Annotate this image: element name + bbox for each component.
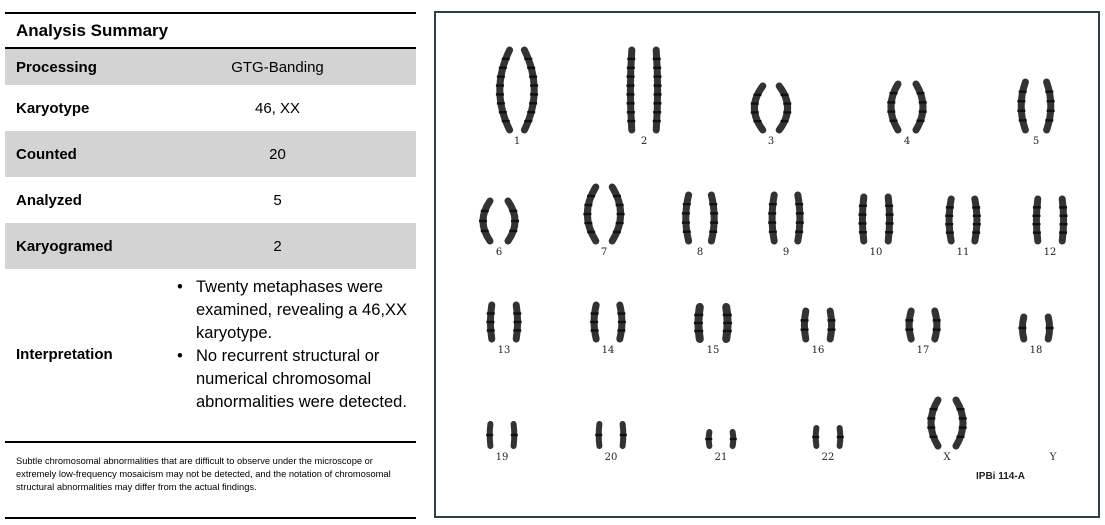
band-4 bbox=[890, 120, 898, 122]
chromosome-label-6: 6 bbox=[495, 247, 503, 258]
analyzed-label: Analyzed bbox=[16, 191, 82, 209]
band-1 bbox=[502, 58, 510, 60]
band-16 bbox=[827, 328, 835, 330]
row-analyzed bbox=[5, 177, 416, 223]
band-6 bbox=[481, 210, 489, 212]
chromosome-11-b bbox=[975, 199, 977, 241]
band-7 bbox=[584, 204, 592, 206]
band-4 bbox=[916, 92, 924, 94]
row-counted bbox=[5, 131, 416, 177]
band-9 bbox=[768, 221, 776, 223]
chromosome-label-20: 20 bbox=[604, 452, 618, 463]
band-X bbox=[927, 426, 935, 428]
chromosome-17-b bbox=[935, 311, 937, 339]
chromosome-X-b bbox=[956, 400, 963, 446]
band-X bbox=[959, 417, 967, 419]
band-1 bbox=[497, 102, 505, 104]
band-21 bbox=[730, 438, 737, 440]
band-3 bbox=[751, 111, 759, 113]
interpretation-point: • No recurrent structural or numerical chromosomal abnormalities were detected. bbox=[196, 345, 416, 414]
band-5 bbox=[1047, 100, 1055, 102]
band-6 bbox=[511, 220, 519, 222]
chromosome-X-a bbox=[931, 400, 938, 446]
band-3 bbox=[783, 111, 791, 113]
band-7 bbox=[613, 231, 621, 233]
band-1 bbox=[524, 120, 532, 122]
chromosome-8-b bbox=[711, 195, 714, 241]
band-18 bbox=[1046, 327, 1054, 329]
band-10 bbox=[859, 205, 867, 207]
band-5 bbox=[1047, 110, 1055, 112]
band-12 bbox=[1060, 223, 1068, 225]
band-9 bbox=[796, 212, 804, 214]
chromosome-9-a bbox=[772, 195, 774, 241]
band-8 bbox=[683, 203, 691, 205]
band-17 bbox=[905, 328, 913, 330]
band-1 bbox=[529, 102, 537, 104]
band-11 bbox=[946, 206, 954, 208]
chromosome-5-a bbox=[1021, 82, 1025, 130]
band-2 bbox=[627, 75, 635, 77]
band-22 bbox=[812, 436, 819, 438]
band-11 bbox=[973, 215, 981, 217]
band-12 bbox=[1032, 215, 1040, 217]
band-7 bbox=[583, 213, 591, 215]
karyogramed-value: 2 bbox=[273, 237, 282, 255]
band-4 bbox=[887, 101, 895, 103]
band-X bbox=[930, 408, 938, 410]
band-10 bbox=[886, 222, 894, 224]
band-4 bbox=[916, 120, 924, 122]
interpretation-label: Interpretation bbox=[16, 346, 113, 363]
chromosome-4-b bbox=[916, 84, 923, 130]
band-6 bbox=[509, 230, 517, 232]
bottom-rule bbox=[5, 517, 416, 519]
chromosome-label-15: 15 bbox=[706, 345, 720, 356]
band-9 bbox=[795, 203, 803, 205]
chromosome-label-11: 11 bbox=[956, 247, 970, 258]
band-15 bbox=[694, 322, 703, 324]
band-2 bbox=[627, 67, 635, 69]
band-10 bbox=[858, 213, 866, 215]
band-5 bbox=[1019, 90, 1027, 92]
chromosome-2-a bbox=[630, 50, 631, 130]
band-13 bbox=[487, 312, 495, 314]
chromosome-label-14: 14 bbox=[601, 345, 615, 356]
karyotype-label: Karyotype bbox=[16, 99, 90, 117]
chromosome-12-a bbox=[1036, 199, 1037, 241]
chromosome-label-13: 13 bbox=[497, 345, 511, 356]
band-2 bbox=[653, 111, 661, 113]
band-10 bbox=[885, 231, 893, 233]
band-4 bbox=[887, 110, 895, 112]
band-10 bbox=[859, 231, 867, 233]
band-12 bbox=[1059, 206, 1067, 208]
band-1 bbox=[530, 84, 538, 86]
counted-value: 20 bbox=[269, 145, 286, 163]
band-5 bbox=[1019, 119, 1027, 121]
band-13 bbox=[513, 329, 521, 331]
band-9 bbox=[769, 203, 777, 205]
band-10 bbox=[858, 222, 866, 224]
band-7 bbox=[617, 213, 625, 215]
band-2 bbox=[653, 67, 661, 69]
band-X bbox=[956, 436, 964, 438]
chromosome-label-10: 10 bbox=[869, 247, 883, 258]
karyogramed-label: Karyogramed bbox=[16, 237, 113, 255]
summary-title: Analysis Summary bbox=[16, 21, 169, 40]
chromosome-label-4: 4 bbox=[903, 136, 911, 147]
band-2 bbox=[627, 111, 635, 113]
band-14 bbox=[591, 312, 599, 314]
chromosome-label-18: 18 bbox=[1029, 345, 1043, 356]
karyotype-value: 46, XX bbox=[254, 99, 301, 117]
chromosome-16-b bbox=[830, 311, 831, 339]
band-19 bbox=[511, 434, 518, 436]
band-11 bbox=[972, 231, 980, 233]
chromosome-label-7: 7 bbox=[600, 247, 608, 258]
band-8 bbox=[710, 212, 718, 214]
band-20 bbox=[620, 434, 627, 436]
band-6 bbox=[479, 220, 487, 222]
band-13 bbox=[487, 329, 495, 331]
band-5 bbox=[1017, 100, 1025, 102]
band-17 bbox=[905, 319, 913, 321]
band-7 bbox=[613, 195, 621, 197]
analysis-summary-panel bbox=[5, 0, 416, 525]
band-18 bbox=[1018, 327, 1026, 329]
band-21 bbox=[705, 438, 712, 440]
band-12 bbox=[1033, 231, 1041, 233]
band-1 bbox=[496, 84, 504, 86]
band-15 bbox=[694, 330, 703, 332]
band-17 bbox=[933, 328, 941, 330]
karyogram-panel bbox=[434, 11, 1100, 518]
row-karyogramed bbox=[5, 223, 416, 269]
chromosome-1-b bbox=[524, 50, 534, 130]
band-2 bbox=[627, 58, 635, 60]
band-3 bbox=[781, 94, 789, 96]
interpretation-point: • Twenty metaphases were examined, revealing a 46,XX karyotype. bbox=[196, 276, 416, 345]
chromosome-9-b bbox=[798, 195, 800, 241]
band-4 bbox=[919, 110, 927, 112]
band-2 bbox=[626, 84, 634, 86]
chromosome-label-9: 9 bbox=[782, 247, 790, 258]
band-16 bbox=[827, 319, 835, 321]
band-10 bbox=[885, 205, 893, 207]
sample-id: IPBi 114-A bbox=[976, 471, 1025, 482]
band-22 bbox=[837, 436, 844, 438]
band-2 bbox=[626, 93, 634, 95]
band-12 bbox=[1060, 215, 1068, 217]
band-1 bbox=[527, 67, 535, 69]
band-3 bbox=[781, 120, 789, 122]
chromosome-label-17: 17 bbox=[916, 345, 930, 356]
band-8 bbox=[709, 203, 717, 205]
band-5 bbox=[1017, 110, 1025, 112]
band-11 bbox=[945, 215, 953, 217]
counted-label: Counted bbox=[16, 145, 77, 163]
chromosome-label-5: 5 bbox=[1032, 136, 1040, 147]
band-6 bbox=[481, 230, 489, 232]
band-15 bbox=[723, 322, 732, 324]
chromosome-label-X: X bbox=[943, 452, 951, 463]
row-processing bbox=[5, 49, 416, 85]
band-15 bbox=[723, 330, 732, 332]
band-8 bbox=[710, 221, 718, 223]
processing-label: Processing bbox=[16, 58, 97, 76]
disclaimer-rule bbox=[5, 441, 416, 443]
processing-value: GTG-Banding bbox=[231, 58, 324, 76]
band-3 bbox=[753, 94, 761, 96]
chromosome-2-b bbox=[656, 50, 657, 130]
band-1 bbox=[530, 93, 538, 95]
band-2 bbox=[653, 102, 661, 104]
band-7 bbox=[587, 195, 595, 197]
band-19 bbox=[486, 434, 493, 436]
band-3 bbox=[783, 102, 791, 104]
band-11 bbox=[946, 231, 954, 233]
band-5 bbox=[1045, 90, 1053, 92]
band-3 bbox=[753, 120, 761, 122]
band-2 bbox=[653, 58, 661, 60]
band-7 bbox=[584, 222, 592, 224]
band-15 bbox=[723, 314, 732, 316]
band-7 bbox=[616, 204, 624, 206]
band-1 bbox=[502, 120, 510, 122]
chromosome-label-Y: Y bbox=[1049, 452, 1057, 463]
band-14 bbox=[617, 329, 625, 331]
band-20 bbox=[595, 434, 602, 436]
chromosome-10-a bbox=[862, 197, 863, 241]
band-1 bbox=[529, 75, 537, 77]
band-13 bbox=[514, 321, 522, 323]
band-8 bbox=[682, 212, 690, 214]
band-8 bbox=[683, 231, 691, 233]
band-2 bbox=[654, 84, 662, 86]
band-16 bbox=[801, 319, 809, 321]
band-X bbox=[956, 408, 964, 410]
chromosome-label-16: 16 bbox=[811, 345, 825, 356]
band-13 bbox=[513, 312, 521, 314]
karyogram-image bbox=[436, 13, 1098, 516]
band-1 bbox=[499, 111, 507, 113]
band-X bbox=[930, 436, 938, 438]
row-karyotype bbox=[5, 85, 416, 131]
chromosome-17-a bbox=[909, 311, 911, 339]
band-1 bbox=[524, 58, 532, 60]
chromosome-3-b bbox=[779, 86, 787, 130]
chromosome-label-3: 3 bbox=[767, 136, 775, 147]
analyzed-value: 5 bbox=[273, 191, 282, 209]
band-1 bbox=[499, 67, 507, 69]
band-10 bbox=[886, 213, 894, 215]
band-6 bbox=[509, 210, 517, 212]
band-1 bbox=[497, 75, 505, 77]
band-14 bbox=[618, 321, 626, 323]
chromosome-4-a bbox=[891, 84, 898, 130]
interpretation-list bbox=[170, 276, 416, 414]
band-11 bbox=[973, 223, 981, 225]
band-X bbox=[959, 426, 967, 428]
band-4 bbox=[919, 101, 927, 103]
top-rule bbox=[5, 12, 416, 14]
band-5 bbox=[1045, 119, 1053, 121]
band-12 bbox=[1032, 223, 1040, 225]
chromosome-label-22: 22 bbox=[821, 452, 835, 463]
chromosome-8-a bbox=[686, 195, 689, 241]
band-2 bbox=[654, 93, 662, 95]
band-12 bbox=[1033, 206, 1041, 208]
band-9 bbox=[796, 221, 804, 223]
band-9 bbox=[795, 231, 803, 233]
band-8 bbox=[709, 231, 717, 233]
chromosome-10-b bbox=[888, 197, 889, 241]
chromosome-label-12: 12 bbox=[1043, 247, 1057, 258]
disclaimer-text: Subtle chromosomal abnormalities that are difficult to observe under the microscope or extremely low-frequency mosaicism may not be detected, and the notation of chromosomal structural abnormalities may differ from the actual findings. bbox=[16, 456, 391, 492]
chromosome-5-b bbox=[1047, 82, 1051, 130]
chromosome-label-2: 2 bbox=[640, 136, 648, 147]
chromosome-label-1: 1 bbox=[513, 136, 521, 147]
chromosome-label-19: 19 bbox=[495, 452, 509, 463]
band-14 bbox=[590, 321, 598, 323]
band-15 bbox=[694, 314, 703, 316]
band-11 bbox=[972, 206, 980, 208]
band-2 bbox=[653, 75, 661, 77]
band-2 bbox=[627, 120, 635, 122]
chromosome-label-21: 21 bbox=[714, 452, 728, 463]
band-8 bbox=[682, 221, 690, 223]
band-2 bbox=[627, 102, 635, 104]
band-9 bbox=[769, 231, 777, 233]
chromosome-1-a bbox=[500, 50, 510, 130]
band-17 bbox=[933, 319, 941, 321]
band-11 bbox=[945, 223, 953, 225]
band-16 bbox=[801, 328, 809, 330]
band-1 bbox=[496, 93, 504, 95]
band-X bbox=[927, 417, 935, 419]
band-13 bbox=[486, 321, 494, 323]
band-9 bbox=[768, 212, 776, 214]
band-4 bbox=[890, 92, 898, 94]
band-7 bbox=[616, 222, 624, 224]
band-2 bbox=[653, 120, 661, 122]
chromosome-12-b bbox=[1062, 199, 1063, 241]
chromosome-16-a bbox=[804, 311, 805, 339]
band-1 bbox=[527, 111, 535, 113]
chromosome-11-a bbox=[949, 199, 951, 241]
chromosome-3-a bbox=[754, 86, 762, 130]
chromosome-label-8: 8 bbox=[696, 247, 704, 258]
band-14 bbox=[617, 312, 625, 314]
band-12 bbox=[1059, 231, 1067, 233]
band-14 bbox=[591, 329, 599, 331]
band-7 bbox=[587, 231, 595, 233]
band-3 bbox=[751, 102, 759, 104]
